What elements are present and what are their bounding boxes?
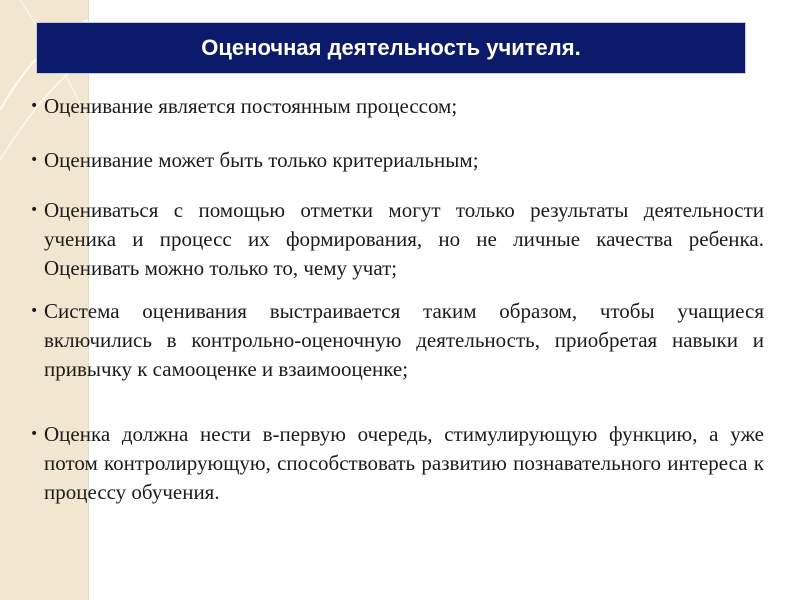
list-item-text: Оцениваться с помощью отметки могут только результаты деятельности ученика и процесс их формирования, но не личные качества ребенка. Оценивать можно только то, чему учат; bbox=[44, 198, 764, 280]
list-item-text: Система оценивания выстраивается таким образом, чтобы учащиеся включились в контрольно-оценочную деятельность, приобретая навыки и привычку к самооценке и взаимооценке; bbox=[44, 299, 764, 381]
list-item-text: Оценивание является постоянным процессом; bbox=[44, 94, 458, 118]
list-item bbox=[30, 297, 764, 384]
bullet-icon: • bbox=[30, 202, 39, 218]
bullet-icon: • bbox=[30, 303, 39, 319]
list-item bbox=[30, 92, 764, 120]
list-item-text: Оценивание может быть только критериальным; bbox=[44, 148, 479, 172]
bullet-icon: • bbox=[30, 426, 39, 442]
bullet-list bbox=[30, 84, 764, 507]
list-item bbox=[30, 420, 764, 507]
slide-title: Оценочная деятельность учителя. bbox=[36, 22, 746, 74]
list-item bbox=[30, 146, 764, 174]
list-item-text: Оценка должна нести в-первую очередь, стимулирующую функцию, а уже потом контролирующую, способствовать развитию познавательного интереса к процессу обучения. bbox=[44, 422, 764, 504]
bullet-icon: • bbox=[30, 98, 39, 114]
list-item bbox=[30, 196, 764, 283]
bullet-icon: • bbox=[30, 152, 39, 168]
